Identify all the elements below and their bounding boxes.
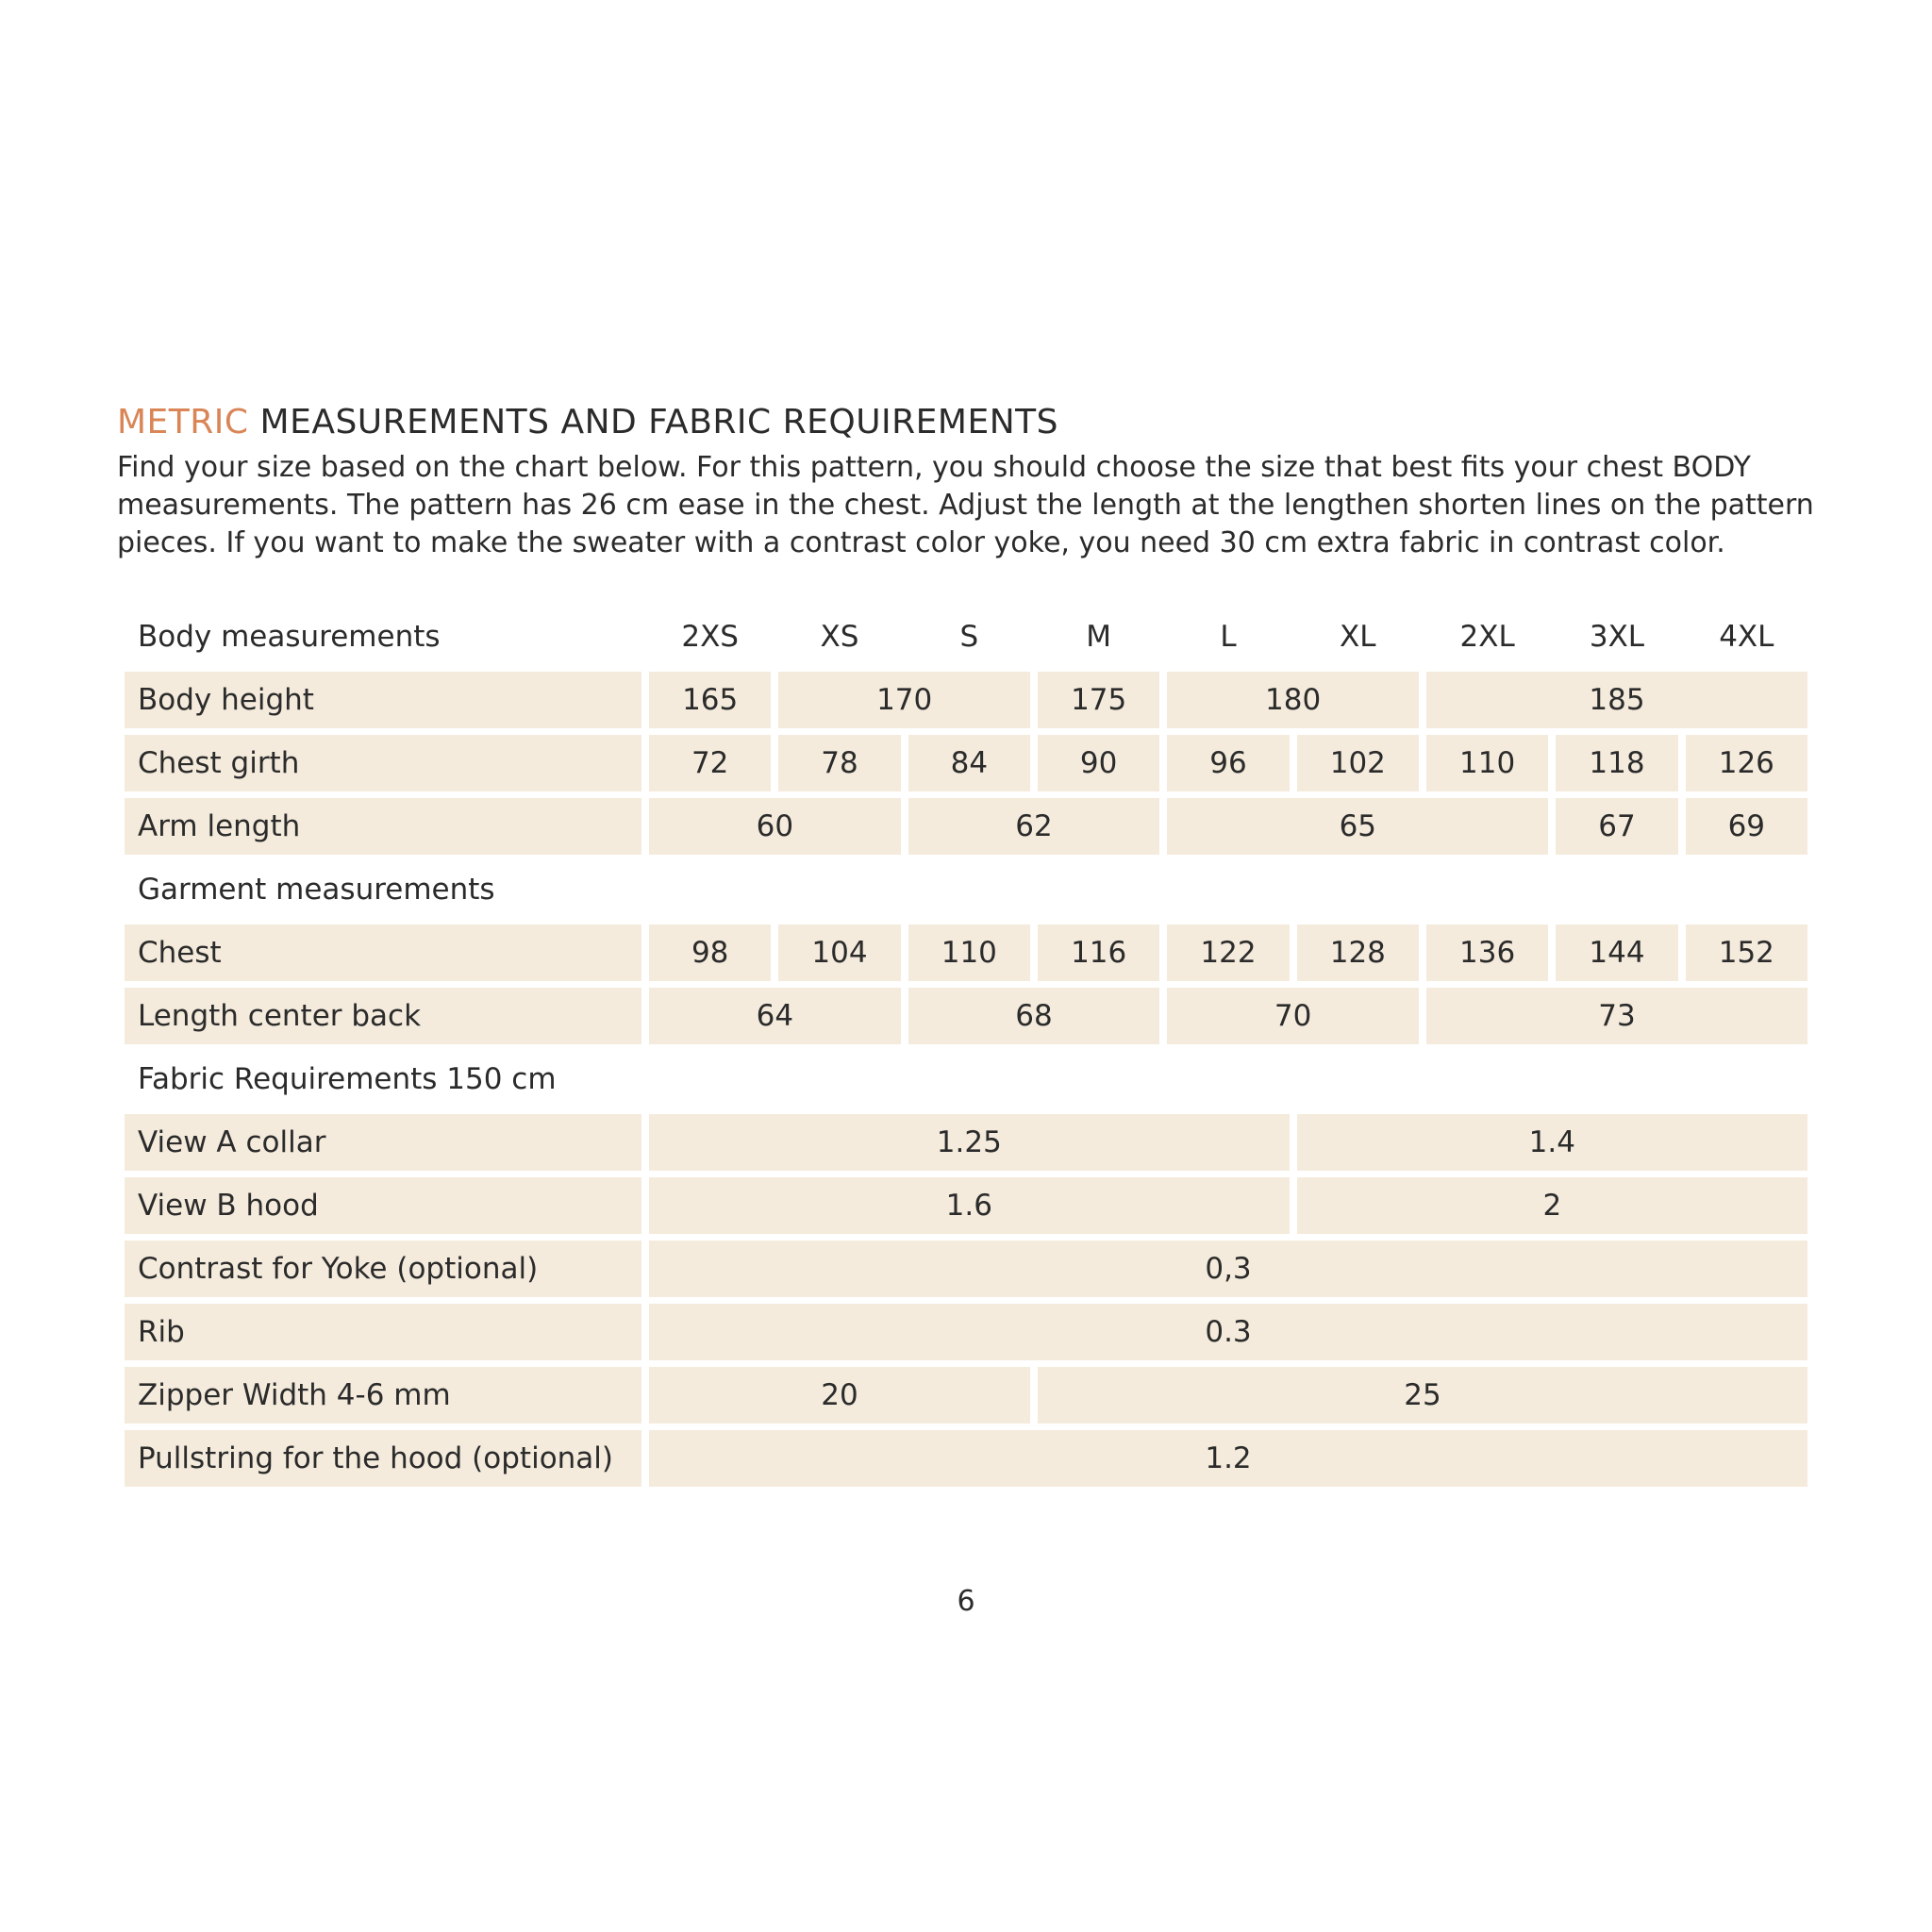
size-header: M: [1086, 620, 1112, 654]
row-label: Contrast for Yoke (optional): [125, 1241, 641, 1297]
table-row-view-a-collar: [125, 1114, 1807, 1171]
table-cell: 1.6: [649, 1177, 1290, 1234]
table-cell: 118: [1556, 735, 1677, 791]
table-cell: 110: [908, 924, 1030, 981]
table-cell: 1.25: [649, 1114, 1290, 1171]
row-label: View B hood: [125, 1177, 641, 1234]
table-cell: 98: [649, 924, 771, 981]
table-cell: 126: [1686, 735, 1807, 791]
table-cell: 175: [1038, 672, 1159, 728]
body-measurements-header-row: [125, 608, 1807, 665]
table-cell: 2: [1297, 1177, 1807, 1234]
table-cell: 64: [649, 988, 901, 1044]
size-header: S: [959, 620, 979, 654]
table-cell: 185: [1426, 672, 1807, 728]
table-cell: 144: [1556, 924, 1677, 981]
table-cell: 152: [1686, 924, 1807, 981]
page-title: [117, 403, 1058, 441]
table-row-body-height: [125, 672, 1807, 728]
size-header: 3XL: [1589, 620, 1645, 654]
table-cell: 104: [778, 924, 900, 981]
table-cell: 65: [1167, 798, 1548, 855]
table-cell: 102: [1297, 735, 1419, 791]
table-row-arm-length: [125, 798, 1807, 855]
size-header: XS: [820, 620, 859, 654]
page-number: 6: [957, 1585, 975, 1618]
section-label-fabric: Fabric Requirements 150 cm: [138, 1062, 557, 1096]
table-cell: 110: [1426, 735, 1548, 791]
row-label: Zipper Width 4-6 mm: [125, 1367, 641, 1424]
table-cell: 165: [649, 672, 771, 728]
table-row-contrast-yoke: [125, 1241, 1807, 1297]
row-label: View A collar: [125, 1114, 641, 1171]
table-cell: 67: [1556, 798, 1677, 855]
table-cell: 128: [1297, 924, 1419, 981]
table-cell: 116: [1038, 924, 1159, 981]
table-cell: 70: [1167, 988, 1419, 1044]
table-row-pullstring: [125, 1430, 1807, 1487]
table-cell: 72: [649, 735, 771, 791]
table-cell: 1.4: [1297, 1114, 1807, 1171]
row-label: Rib: [125, 1304, 641, 1360]
title-rest: MEASUREMENTS AND FABRIC REQUIREMENTS: [248, 403, 1058, 441]
table-cell: 78: [778, 735, 900, 791]
table-cell: 0,3: [649, 1241, 1807, 1297]
table-row-chest-girth: [125, 735, 1807, 791]
table-cell: 1.2: [649, 1430, 1807, 1487]
table-row-length-center-back: [125, 988, 1807, 1044]
row-label: Length center back: [125, 988, 641, 1044]
intro-line: Find your size based on the chart below. For this pattern, you should choose the size that best fits your chest BODY: [117, 451, 1751, 484]
table-cell: 122: [1167, 924, 1289, 981]
table-row-view-b-hood: [125, 1177, 1807, 1234]
size-header: 4XL: [1719, 620, 1774, 654]
garment-measurements-header-row: [125, 861, 1807, 918]
table-cell: 170: [778, 672, 1030, 728]
section-label-garment: Garment measurements: [138, 873, 495, 907]
size-header: XL: [1340, 620, 1376, 654]
table-cell: 69: [1686, 798, 1807, 855]
row-label: Arm length: [125, 798, 641, 855]
size-header: 2XS: [681, 620, 739, 654]
row-label: Chest: [125, 924, 641, 981]
table-row-zipper: [125, 1367, 1807, 1424]
table-cell: 180: [1167, 672, 1419, 728]
table-cell: 90: [1038, 735, 1159, 791]
row-label: Chest girth: [125, 735, 641, 791]
table-cell: 96: [1167, 735, 1289, 791]
size-header: 2XL: [1459, 620, 1515, 654]
row-label: Pullstring for the hood (optional): [125, 1430, 641, 1487]
table-cell: 68: [908, 988, 1160, 1044]
table-cell: 136: [1426, 924, 1548, 981]
intro-paragraph: [117, 449, 1815, 562]
row-label: Body height: [125, 672, 641, 728]
size-chart-table: [117, 602, 1815, 1493]
intro-line: pieces. If you want to make the sweater with a contrast color yoke, you need 30 cm extra fabric in contrast color.: [117, 526, 1725, 559]
title-accent: METRIC: [117, 403, 249, 441]
table-cell: 20: [649, 1367, 1030, 1424]
table-cell: 25: [1038, 1367, 1807, 1424]
table-row-rib: [125, 1304, 1807, 1360]
table-cell: 84: [908, 735, 1030, 791]
table-cell: 73: [1426, 988, 1807, 1044]
intro-line: measurements. The pattern has 26 cm ease in the chest. Adjust the length at the lengthen shorten lines on the pattern: [117, 489, 1814, 522]
table-row-chest: [125, 924, 1807, 981]
table-cell: 60: [649, 798, 901, 855]
table-cell: 62: [908, 798, 1160, 855]
size-header: L: [1220, 620, 1237, 654]
fabric-requirements-header-row: [125, 1051, 1807, 1108]
table-cell: 0.3: [649, 1304, 1807, 1360]
section-label-body: Body measurements: [138, 620, 441, 654]
